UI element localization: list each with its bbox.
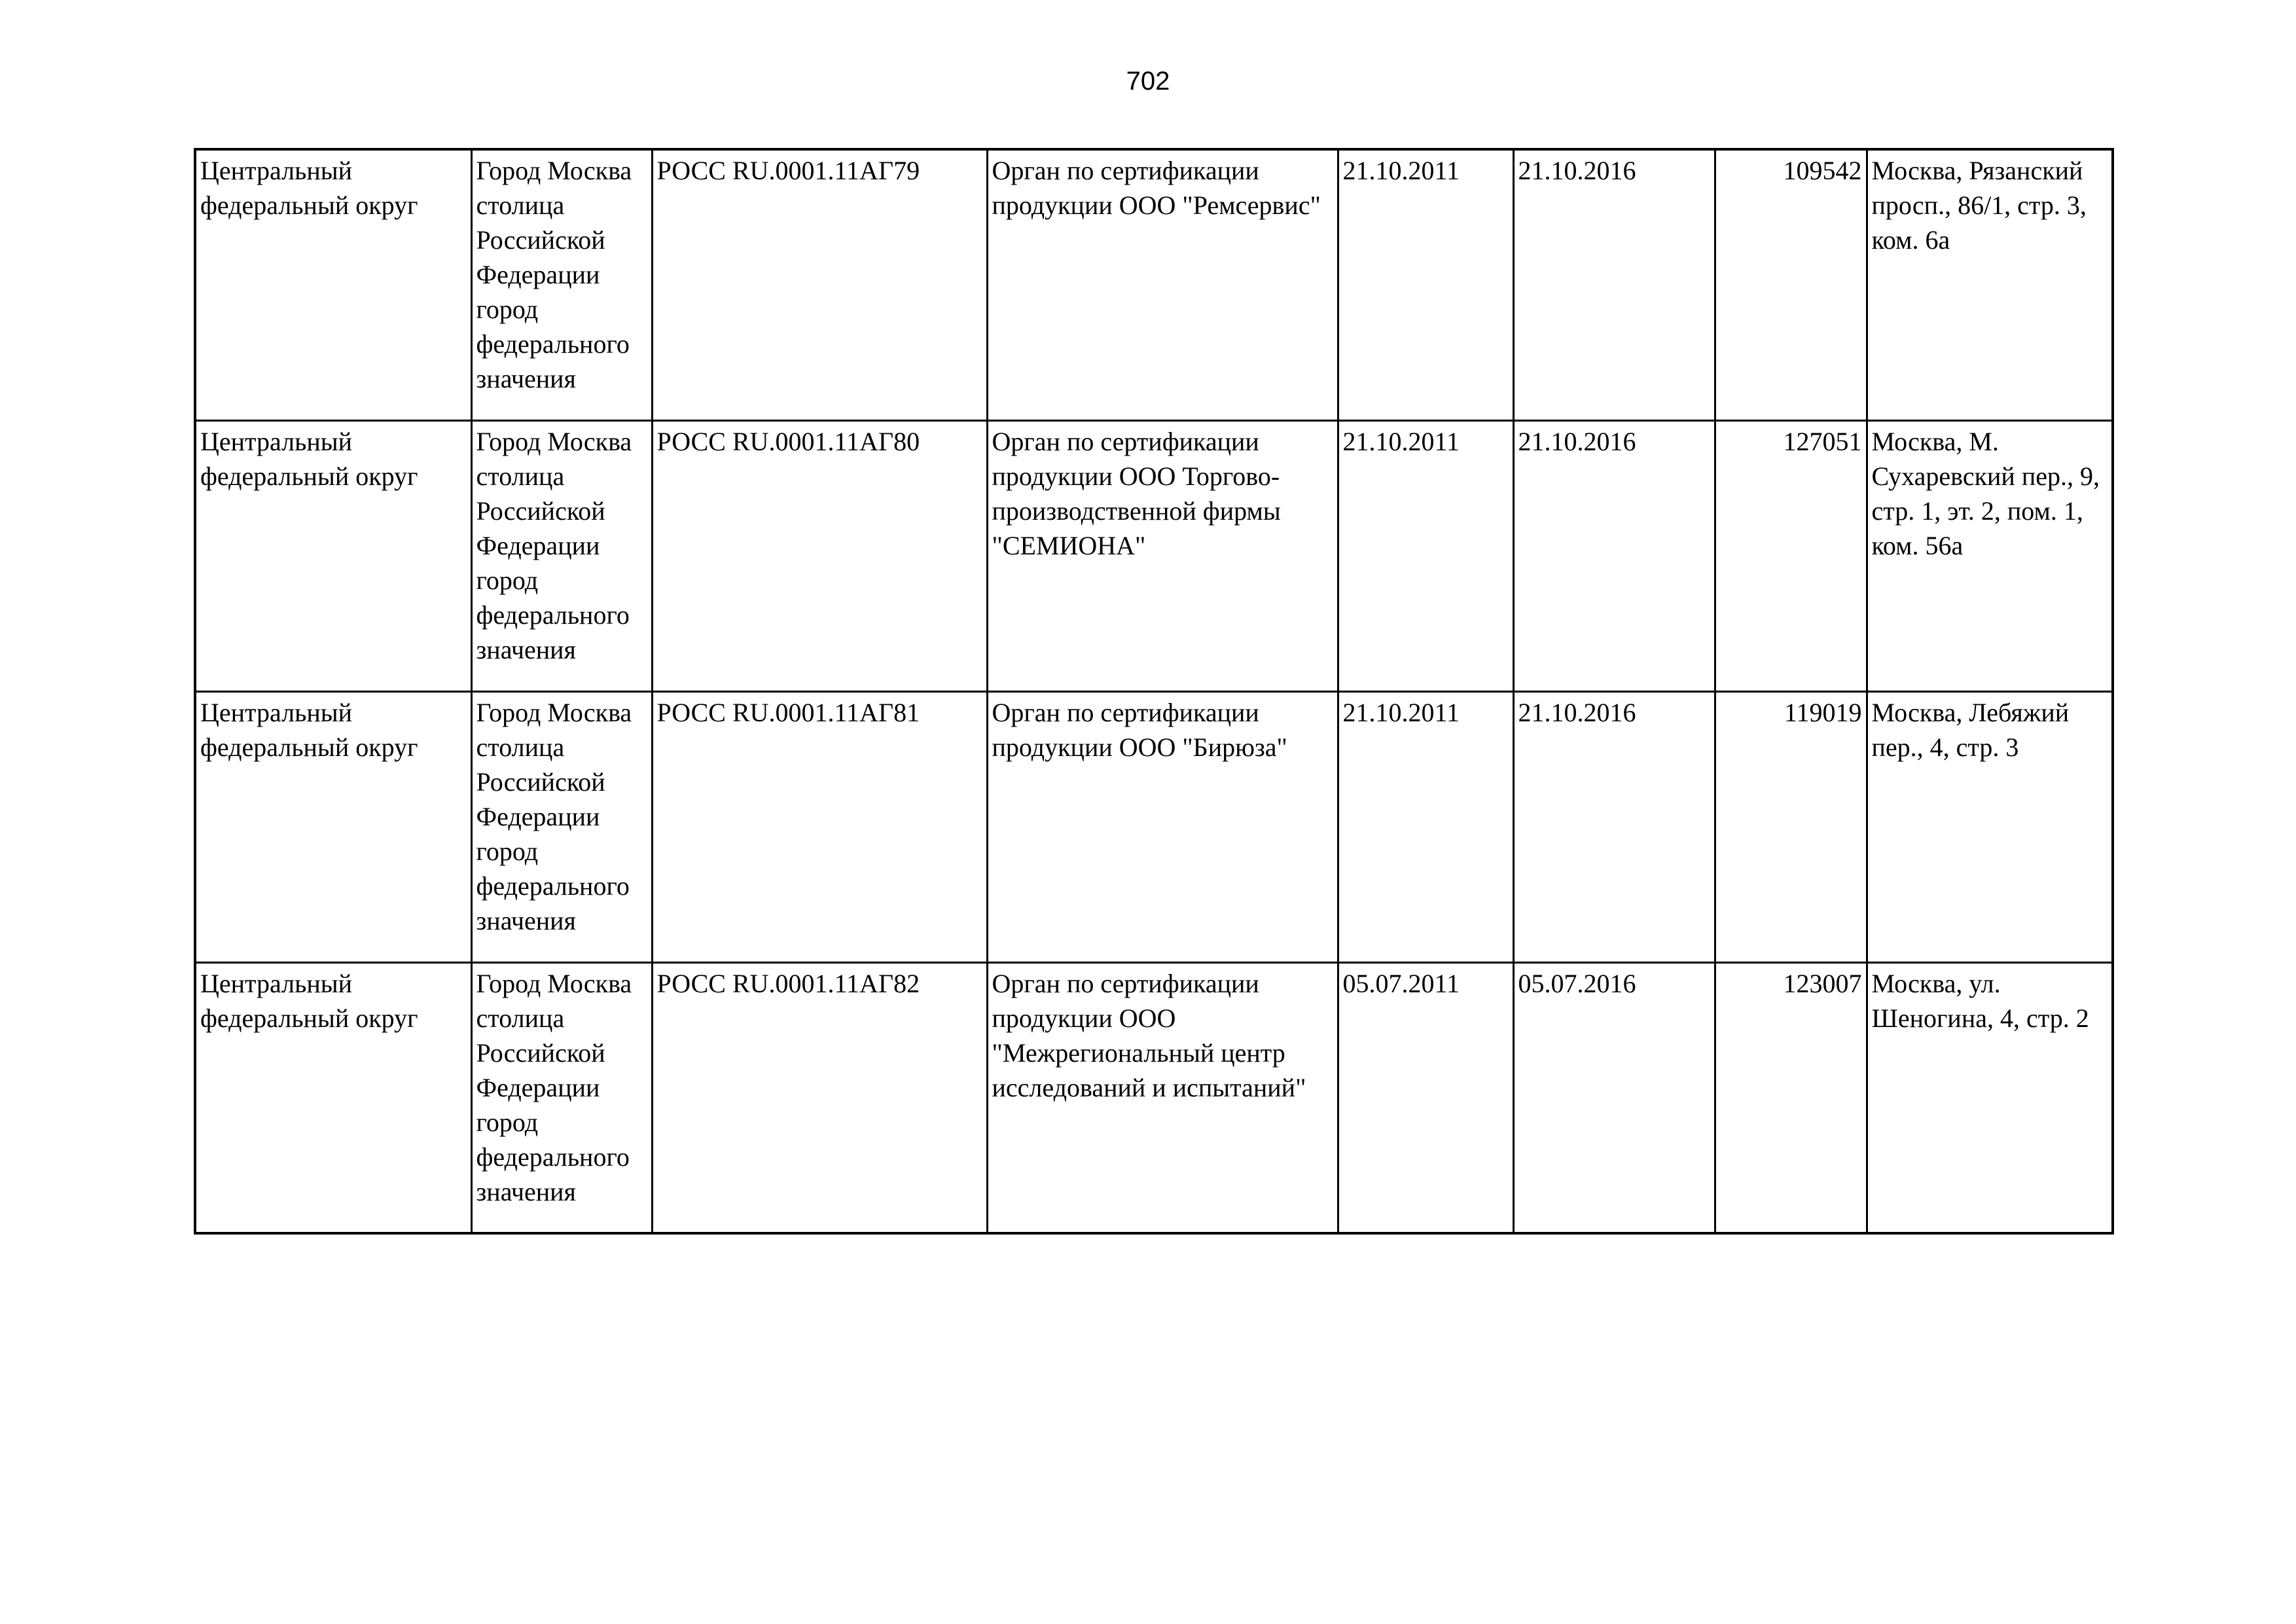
certification-registry-table (194, 148, 2114, 1235)
organization-cell: Орган по сертификации продукции ООО "Межрегиональный центр исследований и испытаний" (987, 962, 1338, 1233)
organization-cell: Орган по сертификации продукции ООО Торгово-производственной фирмы "СЕМИОНА" (987, 420, 1338, 691)
region-cell: Город Москва столица Российской Федерации город федерального значения (471, 962, 652, 1233)
date-from-cell: 05.07.2011 (1338, 962, 1513, 1233)
date-from-cell: 21.10.2011 (1338, 691, 1513, 962)
postal-code-cell: 127051 (1715, 420, 1867, 691)
cert-number-cell: РОСС RU.0001.11АГ82 (652, 962, 987, 1233)
date-to-cell: 21.10.2016 (1513, 691, 1715, 962)
address-cell: Москва, Лебяжий пер., 4, стр. 3 (1867, 691, 2113, 962)
table-row (195, 149, 2113, 420)
address-cell: Москва, Рязанский просп., 86/1, стр. 3, ком. 6а (1867, 149, 2113, 420)
page-number: 702 (1126, 67, 1170, 96)
date-to-cell: 21.10.2016 (1513, 420, 1715, 691)
postal-code-cell: 109542 (1715, 149, 1867, 420)
date-to-cell: 05.07.2016 (1513, 962, 1715, 1233)
date-from-cell: 21.10.2011 (1338, 420, 1513, 691)
cert-number-cell: РОСС RU.0001.11АГ79 (652, 149, 987, 420)
region-cell: Город Москва столица Российской Федерации город федерального значения (471, 691, 652, 962)
cert-number-cell: РОСС RU.0001.11АГ81 (652, 691, 987, 962)
organization-cell: Орган по сертификации продукции ООО "Бирюза" (987, 691, 1338, 962)
cert-number-cell: РОСС RU.0001.11АГ80 (652, 420, 987, 691)
region-cell: Город Москва столица Российской Федерации город федерального значения (471, 149, 652, 420)
table-row (195, 691, 2113, 962)
postal-code-cell: 123007 (1715, 962, 1867, 1233)
district-cell: Центральный федеральный округ (195, 962, 471, 1233)
district-cell: Центральный федеральный округ (195, 691, 471, 962)
district-cell: Центральный федеральный округ (195, 420, 471, 691)
postal-code-cell: 119019 (1715, 691, 1867, 962)
address-cell: Москва, ул. Шеногина, 4, стр. 2 (1867, 962, 2113, 1233)
table-row (195, 420, 2113, 691)
table-row (195, 962, 2113, 1233)
region-cell: Город Москва столица Российской Федерации город федерального значения (471, 420, 652, 691)
address-cell: Москва, М. Сухаревский пер., 9, стр. 1, эт. 2, пом. 1, ком. 56а (1867, 420, 2113, 691)
date-from-cell: 21.10.2011 (1338, 149, 1513, 420)
date-to-cell: 21.10.2016 (1513, 149, 1715, 420)
organization-cell: Орган по сертификации продукции ООО "Ремсервис" (987, 149, 1338, 420)
district-cell: Центральный федеральный округ (195, 149, 471, 420)
